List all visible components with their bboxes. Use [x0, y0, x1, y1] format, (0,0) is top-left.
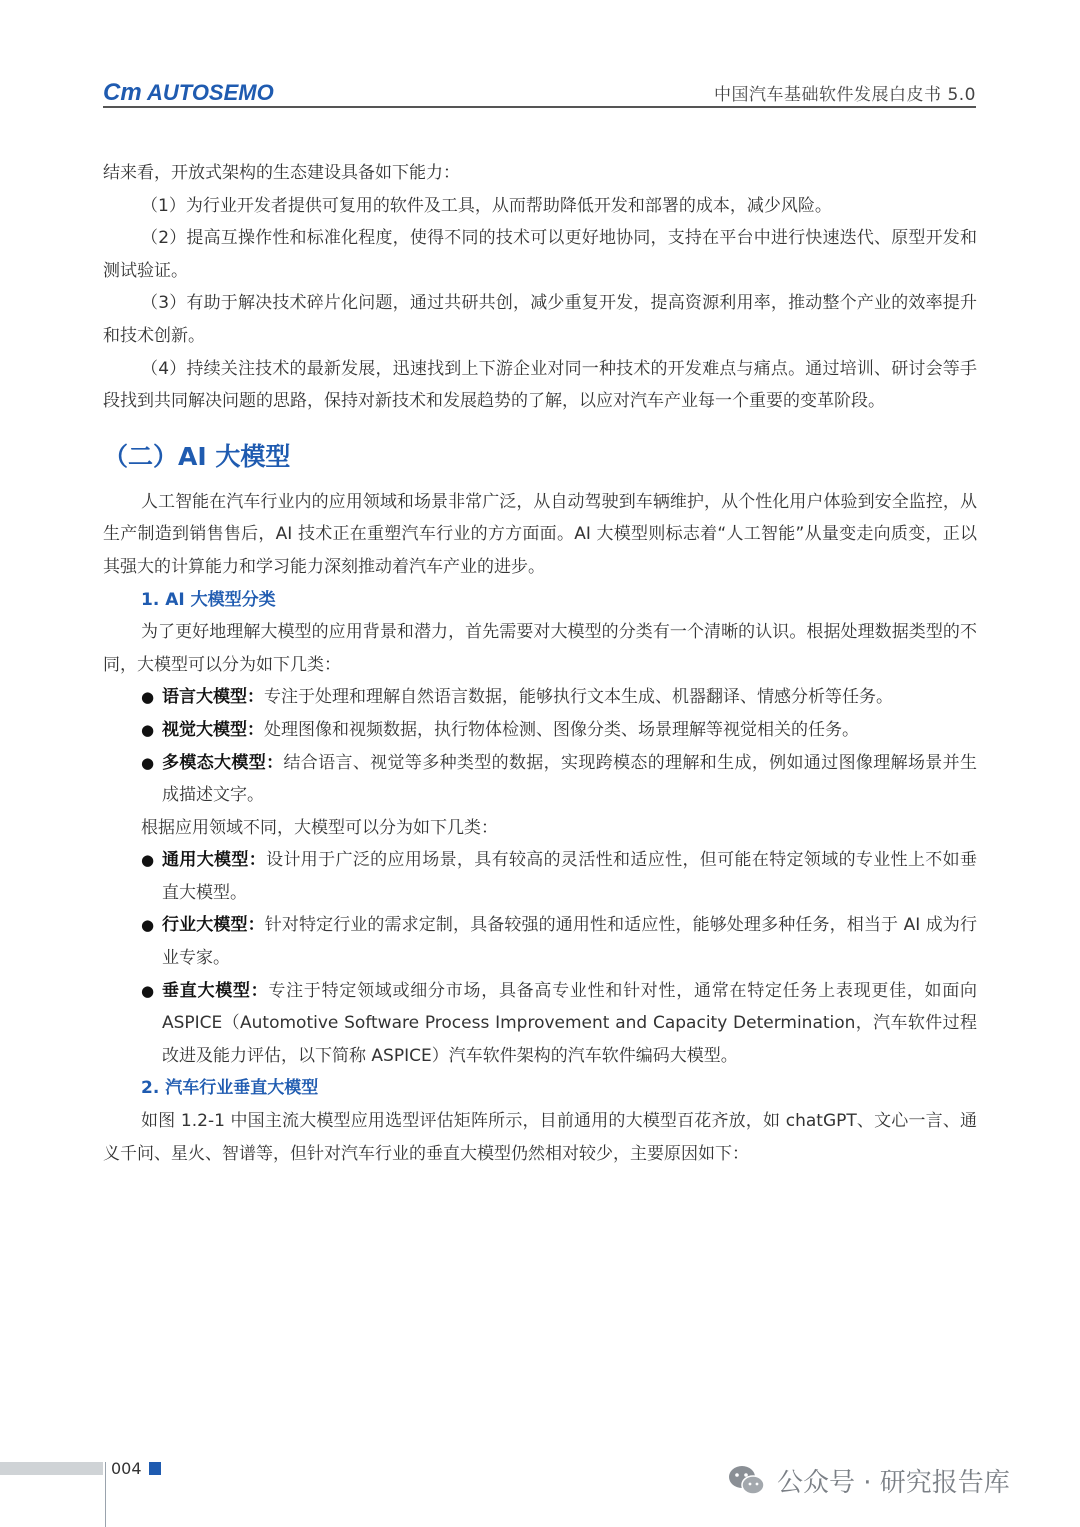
paragraph: （1）为行业开发者提供可复用的软件及工具，从而帮助降低开发和部署的成本，减少风险。 [141, 195, 832, 216]
page-body [103, 157, 977, 1170]
list-item-term: 通用大模型： [162, 850, 267, 871]
svg-text:Cm: Cm [103, 79, 142, 104]
list-item-text: 针对特定行业的需求定制，具备较强的通用性和适应性，能够处理多种任务，相当于 AI 成为行业专家。 [162, 915, 978, 969]
page-marker [149, 1462, 161, 1475]
list-item-text: 结合语言、视觉等多种类型的数据，实现跨模态的理解和生成，例如通过图像理解场景并生成描述文字。 [162, 752, 978, 806]
list-item [103, 975, 977, 1073]
paragraph: 为了更好地理解大模型的应用背景和潜力，首先需要对大模型的分类有一个清晰的认识。根据处理数据类型的不同，大模型可以分为如下几类： [103, 622, 977, 675]
list-item-text: 专注于处理和理解自然语言数据，能够执行文本生成、机器翻译、情感分析等任务。 [264, 687, 893, 708]
list-item-text: 处理图像和视频数据，执行物体检测、图像分类、场景理解等视觉相关的任务。 [264, 719, 859, 740]
list-item-term: 语言大模型： [162, 687, 264, 708]
list-item-text: 设计用于广泛的应用场景，具有较高的灵活性和适应性，但可能在特定领域的专业性上不如垂直大模型。 [162, 850, 978, 903]
sub-heading: 1. AI 大模型分类 [141, 589, 276, 610]
autosemo-logo [103, 78, 283, 104]
header-divider [103, 106, 976, 108]
document-title: 中国汽车基础软件发展白皮书 5.0 [714, 85, 976, 105]
footer-divider [105, 1462, 106, 1527]
list-item-term: 多模态大模型： [162, 752, 284, 773]
paragraph: 根据应用领域不同，大模型可以分为如下几类： [141, 817, 498, 838]
list-item [103, 714, 977, 747]
paragraph: 如图 1.2-1 中国主流大模型应用选型评估矩阵所示，目前通用的大模型百花齐放，如 chatGPT、文心一言、通义千问、星火、智谱等，但针对汽车行业的垂直大模型仍然相对较少，主要原因如下： [103, 1111, 977, 1164]
list-item [103, 844, 977, 909]
paragraph: （2）提高互操作性和标准化程度，使得不同的技术可以更好地协同，支持在平台中进行快速迭代、原型开发和测试验证。 [103, 228, 977, 281]
paragraph: （4）持续关注技术的最新发展，迅速找到上下游企业对同一种技术的开发难点与痛点。通过培训、研讨会等手段找到共同解决问题的思路，保持对新技术和发展趋势的了解，以应对汽车产业每一个重要的变革阶段。 [103, 358, 977, 412]
list-item [103, 681, 977, 714]
footer-bar [0, 1462, 103, 1475]
list-item [103, 747, 977, 812]
wechat-icon [727, 1464, 767, 1498]
sub-heading: 2. 汽车行业垂直大模型 [141, 1078, 319, 1099]
watermark [727, 1462, 1010, 1499]
paragraph: （3）有助于解决技术碎片化问题，通过共研共创，减少重复开发，提高资源利用率，推动整个产业的效率提升和技术创新。 [103, 293, 977, 346]
page-number: 004 [111, 1459, 142, 1478]
list-item [103, 909, 977, 974]
list-item-term: 垂直大模型： [162, 980, 269, 1001]
section-heading: （二）AI 大模型 [103, 441, 291, 471]
list-item-term: 视觉大模型： [162, 719, 264, 740]
list-item-term: 行业大模型： [162, 915, 265, 936]
list-item-text: 专注于特定领域或细分市场，具备高专业性和针对性，通常在特定任务上表现更佳，如面向 ASPICE（Automotive Software Process Improvement and Capacity Determination，汽车软件过程改进及能力评估，以下简称 ASPICE）汽车软件架构的汽车软件编码大模型。 [162, 980, 978, 1066]
paragraph: 人工智能在汽车行业内的应用领域和场景非常广泛，从自动驾驶到车辆维护，从个性化用户体验到安全监控，从生产制造到销售售后，AI 技术正在重塑汽车行业的方方面面。AI 大模型则标志着“人工智能”从量变走向质变，正以其强大的计算能力和学习能力深刻推动着汽车产业的进步。 [103, 491, 977, 577]
logo-text: AUTOSEMO [147, 80, 274, 104]
watermark-text: 公众号 · 研究报告库 [777, 1468, 1010, 1498]
paragraph: 结来看，开放式架构的生态建设具备如下能力： [103, 163, 460, 183]
